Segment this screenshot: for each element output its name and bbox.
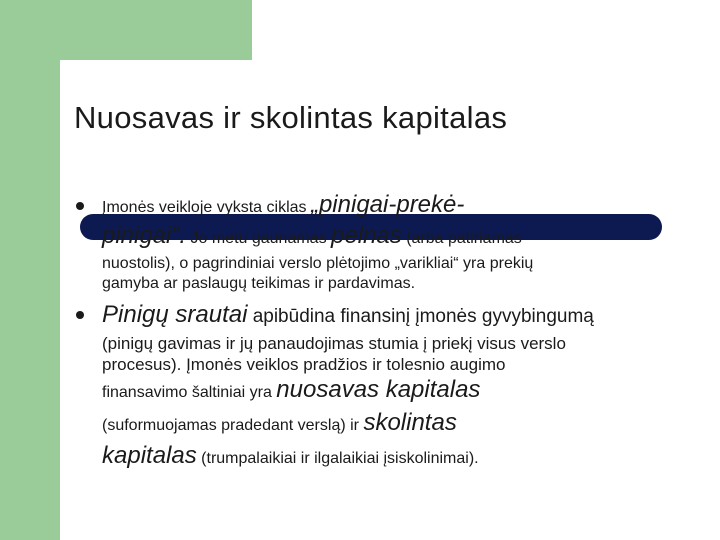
green-top-band <box>0 0 252 60</box>
slide-title: Nuosavas ir skolintas kapitalas <box>74 100 508 135</box>
bullet-1-emphasis-profit: pelnas <box>331 222 402 249</box>
bullet-2-text: (trumpalaikiai ir ilgalaikiai įsiskolinimai). <box>196 450 479 467</box>
bullet-1-text: (arba patiriamas <box>401 230 522 247</box>
bullet-2-emphasis-equity: nuosavas kapitalas <box>276 376 481 403</box>
bullet-1-emphasis-cycle: „pinigai-prekė- <box>310 191 465 218</box>
bullet-item-cycle <box>102 188 678 294</box>
bullet-1-text: Įmonės veikloje vyksta ciklas <box>102 199 311 216</box>
bullet-2-line-5 <box>102 408 678 441</box>
bullet-2-line-3: procesus). Įmonės veiklos pradžios ir tolesnio augimo <box>102 355 506 374</box>
bullet-2-line-6 <box>102 441 678 474</box>
bullet-2-line-1 <box>102 300 678 333</box>
bullet-item-cash-flows <box>102 300 678 474</box>
bullet-2-text: (suformuojamas pradedant verslą) ir <box>102 417 364 434</box>
bullet-2-emphasis-borrowed: skolintas <box>363 409 457 436</box>
bullet-2-text: finansavimo šaltiniai yra <box>102 384 277 401</box>
bullet-1-line-3: nuostolis), o pagrindiniai verslo plėtojimo „varikliai“ yra prekių <box>102 255 534 272</box>
bullet-dot-2 <box>76 311 84 319</box>
bullet-dot-1 <box>76 202 84 210</box>
bullet-1-line-4: gamyba ar paslaugų teikimas ir pardavimas. <box>102 275 416 292</box>
bullet-1-text: Jo metu gaunamas <box>186 230 332 247</box>
bullet-2-emphasis-capital: kapitalas <box>102 442 197 469</box>
green-sidebar-band <box>0 0 60 540</box>
bullet-2-emphasis-cash-flows: Pinigų srautai <box>102 301 248 328</box>
bullet-1-line-1 <box>102 188 678 225</box>
bullet-2-text: apibūdina finansinį įmonės gyvybingumą <box>247 306 594 327</box>
bullet-2-line-4 <box>102 375 678 408</box>
bullet-1-emphasis-cycle-end: pinigai“. <box>102 222 187 249</box>
bullet-1-line-2 <box>102 221 678 254</box>
bullet-2-line-2: (pinigų gavimas ir jų panaudojimas stumia į priekį visus verslo <box>102 334 566 353</box>
